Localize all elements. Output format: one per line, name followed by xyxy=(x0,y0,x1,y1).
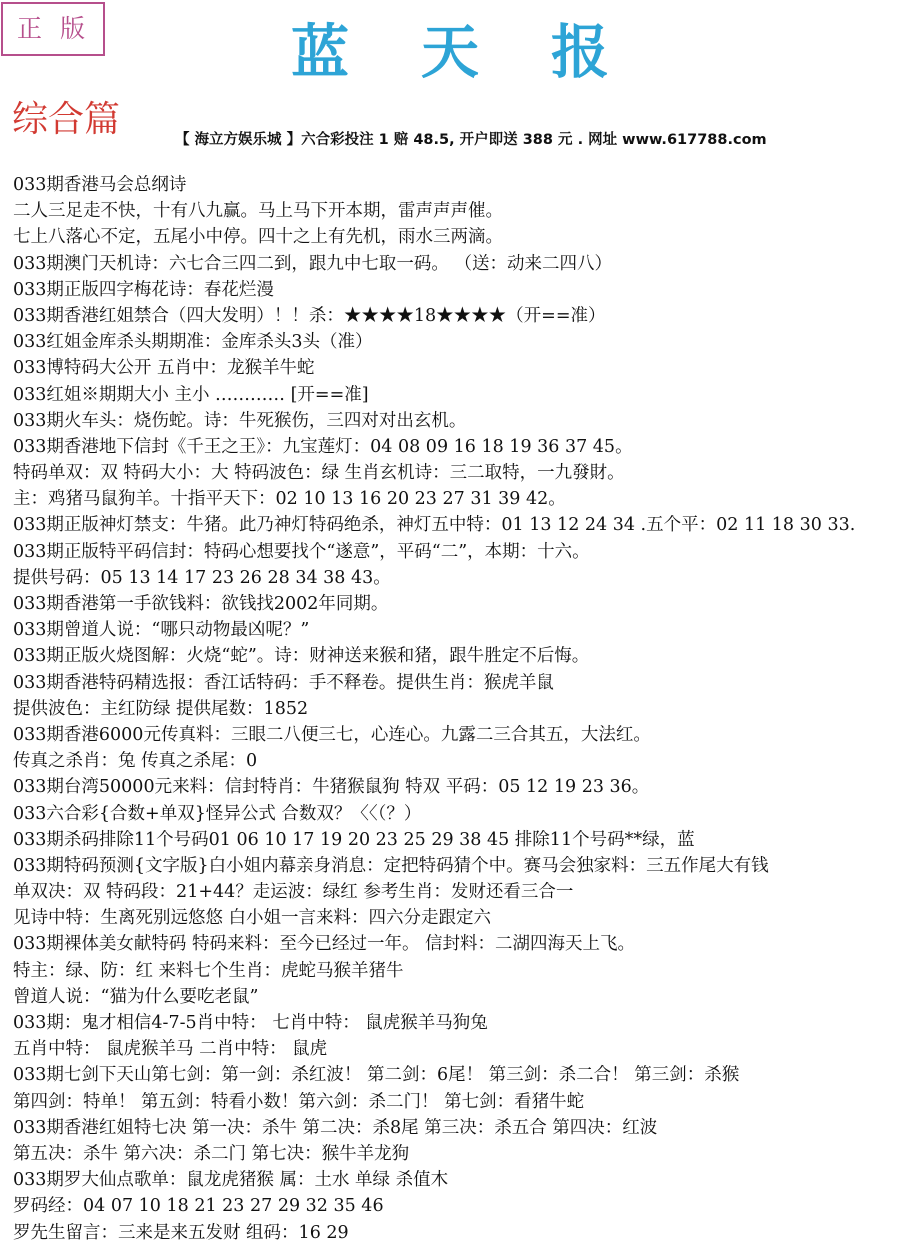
text-line: 033期曾道人说：“哪只动物最凶呢？” xyxy=(13,620,310,641)
text-line: 单双决：双 特码段：21+44？走运波：绿红 参考生肖：发财还看三合一 xyxy=(13,882,574,903)
text-line: 033期香港马会总纲诗 xyxy=(13,175,187,195)
text-line: 033期火车头：烧伤蛇。诗：牛死猴伤，三四对对出玄机。 xyxy=(13,410,467,431)
text-line: 特主：绿、防：红 来料七个生肖：虎蛇马猴羊猪牛 xyxy=(13,960,404,981)
text-line: 五肖中特： 鼠虎猴羊马 二肖中特： 鼠虎 xyxy=(13,1039,328,1060)
text-line: 罗码经：04 07 10 18 21 23 27 29 32 35 46 xyxy=(13,1196,384,1217)
text-line: 第五决：杀牛 第六决：杀二门 第七决：猴牛羊龙狗 xyxy=(13,1143,410,1164)
text-line: 033红姐※期期大小 主小 ………… [开==准] xyxy=(13,384,369,405)
text-line: 033六合彩{合数+单双}怪异公式 合数双？〈〈（？） xyxy=(13,803,422,824)
content-body xyxy=(13,172,900,1246)
text-line: 033期杀码排除11个号码01 06 10 17 19 20 23 25 29 38 45 排除11个号码**绿，蓝 xyxy=(13,829,695,850)
text-line: 提供波色：主红防绿 提供尾数：1852 xyxy=(13,698,309,719)
text-line: 033期香港第一手欲钱料：欲钱找2002年同期。 xyxy=(13,594,389,614)
text-line: 033期正版特平码信封：特码心想要找个“遂意”，平码“二”，本期：十六。 xyxy=(13,541,590,562)
text-line: 特码单双：双 特码大小：大 特码波色：绿 生肖玄机诗：三二取特，一九發財。 xyxy=(13,463,625,484)
text-line: 二人三足走不快，十有八九赢。马上马下开本期，雷声声声催。 xyxy=(13,201,503,222)
text-line: 033期七剑下天山第七剑：第一剑：杀红波！ 第二剑：6尾！ 第三剑：杀二合！ 第三剑：杀猴 xyxy=(13,1065,740,1086)
text-line: 033期香港特码精选报：香江话特码：手不释卷。提供生肖：猴虎羊鼠 xyxy=(13,672,554,693)
text-line: 见诗中特：生离死别远悠悠 白小姐一言来料：四六分走跟定六 xyxy=(13,908,492,929)
text-line: 传真之杀肖：兔 传真之杀尾：0 xyxy=(13,751,258,772)
text-line: 033期正版四字梅花诗：春花烂漫 xyxy=(13,279,274,300)
text-line: 033期特码预测{文字版}白小姐内幕亲身消息：定把特码猜个中。赛马会独家料：三五作尾大有钱 xyxy=(13,855,769,876)
text-line: 033红姐金库杀头期期准：金库杀头3头（准） xyxy=(13,332,373,353)
text-line: 033期香港6000元传真料：三眼二八便三七，心连心。九露二三合其五，大法红。 xyxy=(13,724,651,745)
text-line: 罗先生留言：三来是来五发财 组码：16 29 xyxy=(13,1222,349,1243)
text-line: 主：鸡猪马鼠狗羊。十指平天下：02 10 13 16 20 23 27 31 39 42。 xyxy=(13,489,566,510)
text-line: 033期正版火烧图解：火烧“蛇”。诗：财神送来猴和猪，跟牛胜定不后悔。 xyxy=(13,646,590,667)
text-line: 033期：鬼才相信4-7-5肖中特： 七肖中特： 鼠虎猴羊马狗兔 xyxy=(13,1013,488,1033)
ad-banner: 【 海立方娱乐城 】六合彩投注 1 赔 48.5, 开户即送 388 元 . 网址 www.617788.com xyxy=(175,132,767,148)
text-line: 033期正版神灯禁支：牛猪。此乃神灯特码绝杀，神灯五中特：01 13 12 24 34 .五个平：02 11 18 30 33. xyxy=(13,515,856,536)
text-line: 033博特码大公开 五肖中：龙猴羊牛蛇 xyxy=(13,358,315,379)
text-line: 033期裸体美女献特码 特码来料：至今已经过一年。 信封料：二湖四海天上飞。 xyxy=(13,934,636,955)
newspaper-title: 蓝天报 xyxy=(290,18,681,86)
section-title: 综合篇 xyxy=(12,99,121,140)
text-line: 033期香港红姐禁合（四大发明）！！杀：★★★★18★★★★（开==准） xyxy=(13,305,606,326)
text-line: 033期香港红姐特七决 第一决：杀牛 第二决：杀8尾 第三决：杀五合 第四决：红波 xyxy=(13,1117,658,1138)
text-line: 033期澳门天机诗：六七合三四二到，跟九中七取一码。 （送：动来二四八） xyxy=(13,253,612,274)
text-line: 七上八落心不定，五尾小中停。四十之上有先机，雨水三两滴。 xyxy=(13,227,503,248)
text-line: 033期罗大仙点歌单：鼠龙虎猪猴 属：土水 单绿 杀值木 xyxy=(13,1170,449,1191)
text-line: 曾道人说：“猫为什么要吃老鼠” xyxy=(13,986,259,1007)
text-line: 第四剑：特单！ 第五剑：特看小数！第六剑：杀二门！ 第七剑：看猪牛蛇 xyxy=(13,1091,585,1112)
text-line: 033期台湾50000元来料：信封特肖：牛猪猴鼠狗 特双 平码：05 12 19 23 36。 xyxy=(13,777,650,798)
text-line: 033期香港地下信封《千王之王》：九宝莲灯：04 08 09 16 18 19 36 37 45。 xyxy=(13,436,633,457)
text-line: 提供号码：05 13 14 17 23 26 28 34 38 43。 xyxy=(13,567,391,588)
edition-badge: 正版 xyxy=(1,2,105,56)
